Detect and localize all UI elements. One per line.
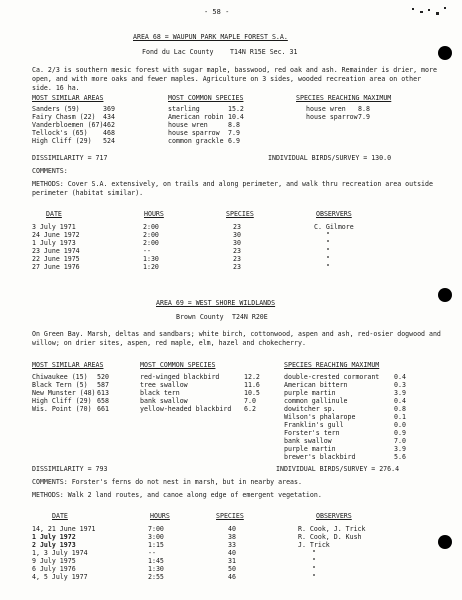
list-item: purple martin (284, 389, 336, 397)
list-item-value: 8.8 (358, 105, 370, 113)
list-item: bank swallow (284, 437, 332, 445)
area68-description: Ca. 2/3 is southern mesic forest with sugar maple, basswood, red oak and ash. Remainder is drier, more open, and with more oaks and fewer maples. Agriculture on 3 sides, wooded recreation area on other side. 16 ha. (32, 66, 437, 92)
list-item-value: 3.9 (394, 389, 406, 397)
table-cell-hours: 1:15 (148, 541, 164, 549)
punch-hole-top (438, 46, 452, 60)
list-item-value: 7.9 (358, 113, 370, 121)
list-item: Tellock's (65) (32, 129, 88, 137)
table-cell-species: 40 (228, 549, 236, 557)
area69-common-header: MOST COMMON SPECIES (140, 361, 216, 369)
list-item-value: 434 (103, 113, 115, 121)
list-item-value: 369 (103, 105, 115, 113)
list-item: dowitcher sp. (284, 405, 336, 413)
table-cell-hours: -- (148, 549, 156, 557)
table-row: 23 June 1974 (32, 247, 80, 255)
area68-observers-header: OBSERVERS (316, 210, 352, 218)
area69-max-header: SPECIES REACHING MAXIMUM (284, 361, 380, 369)
area68-individual-birds: INDIVIDUAL BIRDS/SURVEY = 130.0 (268, 154, 392, 162)
scan-speck (412, 8, 414, 10)
list-item-value: 3.9 (394, 445, 406, 453)
table-cell-species: 30 (233, 231, 241, 239)
list-item: house sparrow (168, 129, 220, 137)
table-cell-observer: C. Gilmore (314, 223, 354, 231)
table-row: 3 July 1971 (32, 223, 76, 231)
list-item-value: 0.0 (394, 421, 406, 429)
area68-title: AREA 68 = WAUPUN PARK MAPLE FOREST S.A. (133, 33, 288, 41)
table-row: 24 June 1972 (32, 231, 80, 239)
scan-speck (436, 12, 439, 15)
area69-individual-birds: INDIVIDUAL BIRDS/SURVEY = 276.4 (276, 465, 400, 473)
list-item: High Cliff (29) (32, 397, 92, 405)
list-item-value: 0.1 (394, 413, 406, 421)
table-cell-hours: 1:45 (148, 557, 164, 565)
area68-county: Fond du Lac County (142, 48, 214, 56)
list-item: Black Tern (5) (32, 381, 88, 389)
table-cell-observer: " (312, 565, 316, 573)
table-cell-hours: 2:00 (143, 231, 159, 239)
list-item-value: 462 (103, 121, 115, 129)
table-row: 6 July 1976 (32, 565, 76, 573)
list-item: black tern (140, 389, 180, 397)
list-item: American robin (168, 113, 224, 121)
list-item: purple martin (284, 445, 336, 453)
table-cell-species: 23 (233, 263, 241, 271)
table-cell-hours: 1:20 (143, 263, 159, 271)
list-item-value: 658 (97, 397, 109, 405)
list-item-value: 8.8 (228, 121, 240, 129)
area69-date-header: DATE (52, 512, 68, 520)
table-cell-observer: " (312, 549, 316, 557)
list-item: house wren (168, 121, 208, 129)
table-cell-hours: -- (143, 247, 151, 255)
table-cell-hours: 2:55 (148, 573, 164, 581)
table-cell-hours: 2:00 (143, 239, 159, 247)
area68-similar-header: MOST SIMILAR AREAS (32, 94, 104, 102)
area69-observers-header: OBSERVERS (316, 512, 352, 520)
list-item-value: 0.3 (394, 381, 406, 389)
punch-hole-middle (438, 288, 452, 302)
table-cell-hours: 1:30 (148, 565, 164, 573)
area68-date-header: DATE (46, 210, 62, 218)
list-item: American bittern (284, 381, 348, 389)
table-cell-hours: 1:30 (143, 255, 159, 263)
list-item-value: 5.6 (394, 453, 406, 461)
table-cell-observer: " (326, 231, 330, 239)
list-item: bank swallow (140, 397, 188, 405)
list-item: Wilson's phalarope (284, 413, 356, 421)
table-cell-observer: " (326, 263, 330, 271)
list-item-value: 0.4 (394, 373, 406, 381)
list-item: house wren (306, 105, 346, 113)
area68-max-header: SPECIES REACHING MAXIMUM (296, 94, 392, 102)
list-item-value: 6.2 (244, 405, 256, 413)
list-item-value: 7.0 (244, 397, 256, 405)
table-cell-species: 31 (228, 557, 236, 565)
list-item-value: 524 (103, 137, 115, 145)
table-cell-hours: 7:00 (148, 525, 164, 533)
area69-dissimilarity: DISSIMILARITY = 793 (32, 465, 108, 473)
list-item-value: 661 (97, 405, 109, 413)
area69-county: Brown County (176, 313, 224, 321)
table-cell-observer: R. Cook, D. Kush (298, 533, 362, 541)
list-item-value: 11.6 (244, 381, 260, 389)
list-item-value: 520 (97, 373, 109, 381)
area69-methods: METHODS: Walk 2 land routes, and canoe along edge of emergent vegetation. (32, 491, 322, 499)
table-row: 9 July 1975 (32, 557, 76, 565)
area69-title: AREA 69 = WEST SHORE WILDLANDS (156, 299, 276, 307)
list-item: tree swallow (140, 381, 188, 389)
list-item-value: 0.4 (394, 397, 406, 405)
area68-methods: METHODS: Cover S.A. extensively, on trails and along perimeter, and walk thru recreation area outside perimeter (habitat similar). (32, 180, 433, 197)
table-cell-species: 23 (233, 255, 241, 263)
table-cell-observer: " (326, 247, 330, 255)
list-item-value: 6.9 (228, 137, 240, 145)
area69-comments: COMMENTS: Forster's ferns do not nest in marsh, but in nearby areas. (32, 478, 302, 486)
list-item: common grackle (168, 137, 224, 145)
area69-hours-header: HOURS (150, 512, 170, 520)
table-cell-observer: " (312, 557, 316, 565)
table-cell-species: 40 (228, 525, 236, 533)
list-item-value: 15.2 (228, 105, 244, 113)
table-row: 14, 21 June 1971 (32, 525, 96, 533)
list-item: Chiwaukee (15) (32, 373, 88, 381)
list-item-value: 0.8 (394, 405, 406, 413)
list-item: red-winged blackbird (140, 373, 220, 381)
page-number: - 58 - (204, 8, 230, 16)
list-item: double-crested cormorant (284, 373, 380, 381)
area68-comments: COMMENTS: (32, 167, 68, 175)
list-item-value: 7.0 (394, 437, 406, 445)
scan-speck (428, 9, 430, 11)
area68-dissimilarity: DISSIMILARITY = 717 (32, 154, 108, 162)
area69-species-header: SPECIES (216, 512, 244, 520)
area68-hours-header: HOURS (144, 210, 164, 218)
area68-location: T14N R15E Sec. 31 (230, 48, 298, 56)
table-cell-hours: 2:00 (143, 223, 159, 231)
list-item-value: 7.9 (228, 129, 240, 137)
table-row: 22 June 1975 (32, 255, 80, 263)
table-row: 1, 3 July 1974 (32, 549, 88, 557)
list-item: High Cliff (29) (32, 137, 92, 145)
table-cell-species: 23 (233, 247, 241, 255)
area68-common-header: MOST COMMON SPECIES (168, 94, 244, 102)
table-row: 1 July 1973 (32, 239, 76, 247)
list-item: yellow-headed blackbird (140, 405, 232, 413)
list-item-value: 0.9 (394, 429, 406, 437)
table-cell-hours: 3:00 (148, 533, 164, 541)
area68-species-header: SPECIES (226, 210, 254, 218)
list-item-value: 10.4 (228, 113, 244, 121)
list-item: house sparrow (306, 113, 358, 121)
list-item: Franklin's gull (284, 421, 344, 429)
table-row: 1 July 1972 (32, 533, 76, 541)
list-item: starling (168, 105, 200, 113)
table-cell-species: 30 (233, 239, 241, 247)
list-item-value: 10.5 (244, 389, 260, 397)
scan-speck (444, 7, 446, 9)
table-cell-species: 50 (228, 565, 236, 573)
list-item-value: 587 (97, 381, 109, 389)
list-item: Wis. Point (70) (32, 405, 92, 413)
table-cell-species: 33 (228, 541, 236, 549)
area69-description: On Green Bay. Marsh, deltas and sandbars; white birch, cottonwood, aspen and ash, red-osier dogwood and willow; on drier sites, aspen, red maple, elm, hazel and chokecherry. (32, 330, 441, 347)
list-item: common gallinule (284, 397, 348, 405)
table-cell-species: 23 (233, 223, 241, 231)
table-row: 2 July 1973 (32, 541, 76, 549)
table-cell-observer: " (312, 573, 316, 581)
list-item-value: 468 (103, 129, 115, 137)
scan-speck (420, 11, 423, 13)
list-item: New Munster (48) (32, 389, 96, 397)
area69-similar-header: MOST SIMILAR AREAS (32, 361, 104, 369)
table-row: 4, 5 July 1977 (32, 573, 88, 581)
list-item: Fairy Chasm (22) (32, 113, 96, 121)
table-cell-observer: " (326, 255, 330, 263)
table-cell-observer: " (326, 239, 330, 247)
list-item: Forster's tern (284, 429, 340, 437)
list-item: Sanders (59) (32, 105, 80, 113)
table-cell-species: 38 (228, 533, 236, 541)
table-cell-species: 46 (228, 573, 236, 581)
list-item: Vanderbloemen (67) (32, 121, 104, 129)
table-row: 27 June 1976 (32, 263, 80, 271)
list-item-value: 12.2 (244, 373, 260, 381)
table-cell-observer: R. Cook, J. Trick (298, 525, 366, 533)
list-item-value: 613 (97, 389, 109, 397)
area69-location: T24N R20E (232, 313, 268, 321)
table-cell-observer: J. Trick (298, 541, 330, 549)
punch-hole-bottom (438, 535, 452, 549)
list-item: brewer's blackbird (284, 453, 356, 461)
